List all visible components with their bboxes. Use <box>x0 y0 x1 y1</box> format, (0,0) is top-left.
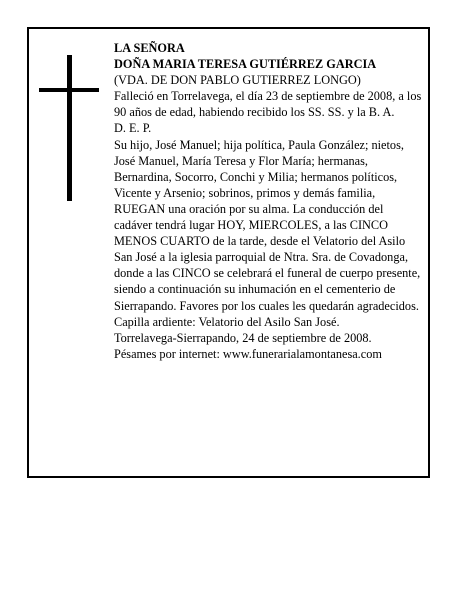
death-notice: Falleció en Torrelavega, el día 23 de septiembre de 2008, a los 90 años de edad, habiendo recibido los SS. SS. y la B. A. <box>114 89 422 120</box>
condolences-website: Pésames por internet: www.funerarialamontanesa.com <box>114 346 382 361</box>
family-list: Su hijo, José Manuel; hija política, Paula González; nietos, José Manuel, María Teresa y Flor María; hermanas, Bernardina, Socorro, Conchi y Milia; hermanos políticos, Vicente y Arsenio; sobrinos, primos y demás familia, <box>114 137 404 200</box>
obituary-notice <box>27 27 430 478</box>
dep: D. E. P. <box>114 121 152 136</box>
deceased-name: DOÑA MARIA TERESA GUTIÉRREZ GARCIA <box>114 57 377 72</box>
obituary-text <box>114 40 424 362</box>
cross-vertical-bar <box>67 55 72 201</box>
funeral-request: RUEGAN una oración por su alma. La conducción del cadáver tendrá lugar HOY, MIERCOLES, a las CINCO MENOS CUARTO de la tarde, desde el Velatorio del Asilo San José a la iglesia parroquial de Ntra. Sra. de Covadonga, donde a las CINCO se celebrará el funeral de cuerpo presente, siendo a continuación su inhumación en el cementerio de Sierrapando. Favores por los cuales les quedarán agradecidos. Capilla ardiente: Velatorio del Asilo San José. <box>114 201 421 329</box>
place-date: Torrelavega-Sierrapando, 24 de septiembre de 2008. <box>114 330 372 345</box>
notice-heading: LA SEÑORA <box>114 41 185 55</box>
cross-horizontal-bar <box>39 88 99 92</box>
cross-icon <box>39 55 99 201</box>
widow-of: (VDA. DE DON PABLO GUTIERREZ LONGO) <box>114 73 361 88</box>
